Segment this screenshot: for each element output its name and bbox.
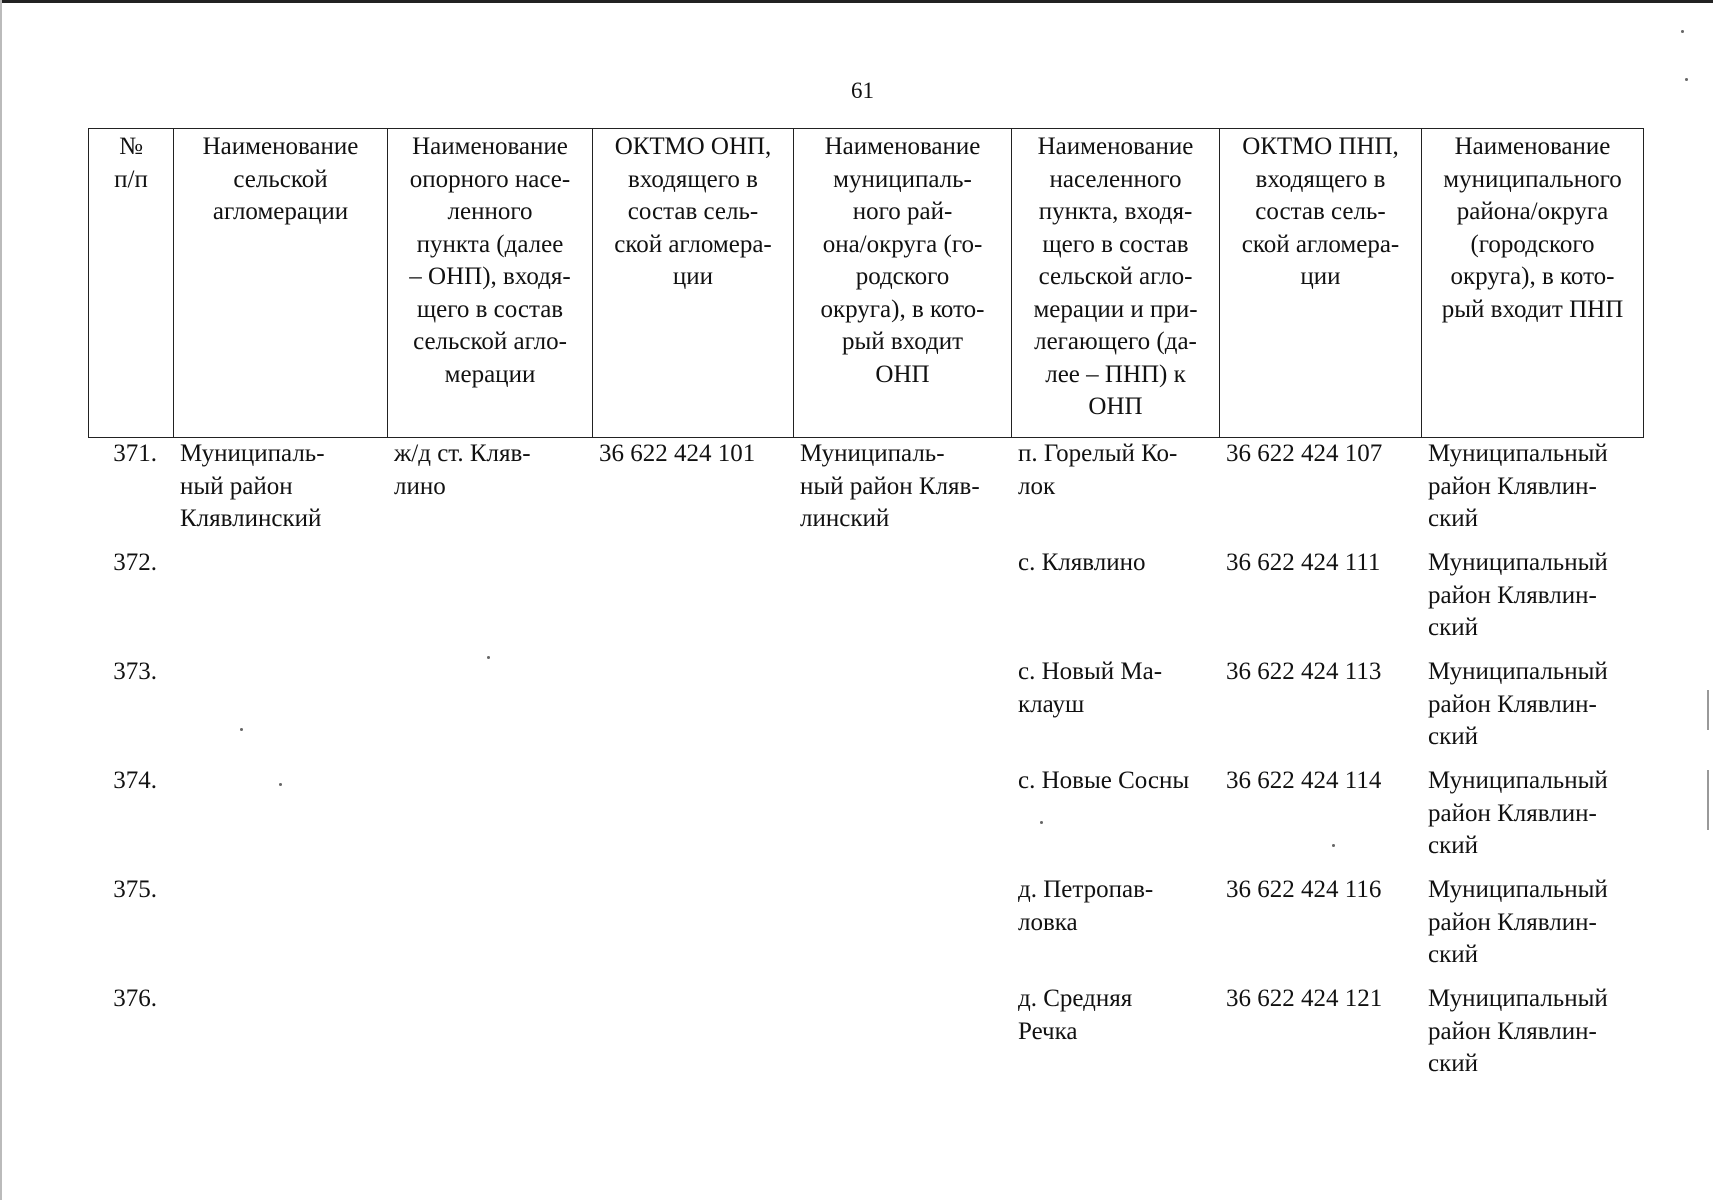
- onp-oktmo: [592, 765, 793, 874]
- pnp-name: с. Новые Сосны: [1018, 767, 1190, 794]
- agglomeration-name: [173, 765, 387, 874]
- onp-oktmo: 36 622 424 101: [599, 440, 756, 467]
- table-row: [88, 983, 1644, 1092]
- header-onp: Наименование опорного насе- ленного пункта (далее – ОНП), входя- щего в состав сельской агло- мерации: [388, 129, 593, 437]
- pnp-name: с. Клявлино: [1018, 549, 1146, 576]
- pnp-oktmo: 36 622 424 107: [1226, 440, 1383, 467]
- header-pnp-oktmo: ОКТМО ПНП, входящего в состав сель- ской агломера- ции: [1220, 129, 1422, 437]
- pnp-oktmo: 36 622 424 111: [1226, 549, 1381, 576]
- onp-name: ж/д ст. Кляв- лино: [394, 440, 531, 500]
- agglomeration-name: [173, 547, 387, 656]
- scan-top-border: [0, 0, 1713, 3]
- scan-left-edge: [0, 0, 2, 1200]
- agglomeration-name: [173, 983, 387, 1092]
- scan-edge-mark: [1707, 770, 1709, 830]
- onp-district: [793, 765, 1011, 874]
- onp-district: [793, 547, 1011, 656]
- pnp-name: п. Горелый Ко- лок: [1018, 440, 1178, 500]
- header-onp-oktmo: ОКТМО ОНП, входящего в состав сель- ской агломера- ции: [593, 129, 794, 437]
- scan-speck: [1040, 821, 1043, 824]
- agglomeration-name: [173, 656, 387, 765]
- table-row: [88, 874, 1644, 983]
- pnp-oktmo: 36 622 424 114: [1226, 767, 1382, 794]
- agglomeration-table: [88, 128, 1644, 1092]
- onp-district: [793, 983, 1011, 1092]
- onp-name: [387, 656, 592, 765]
- pnp-name: д. Петропав- ловка: [1018, 876, 1154, 936]
- table-row: [88, 656, 1644, 765]
- onp-oktmo: [592, 983, 793, 1092]
- header-agglomeration: Наименование сельской агломерации: [174, 129, 388, 437]
- header-number: № п/п: [89, 129, 174, 437]
- onp-oktmo: [592, 656, 793, 765]
- scan-edge-mark: [1707, 690, 1709, 730]
- onp-name: [387, 547, 592, 656]
- pnp-oktmo: 36 622 424 113: [1226, 658, 1382, 685]
- row-number: 371.: [113, 440, 157, 467]
- row-number: 375.: [113, 876, 157, 903]
- table-row: [88, 438, 1644, 547]
- table-row: [88, 765, 1644, 874]
- pnp-oktmo: 36 622 424 116: [1226, 876, 1382, 903]
- pnp-oktmo: 36 622 424 121: [1226, 985, 1383, 1012]
- onp-name: [387, 874, 592, 983]
- pnp-district: Муниципальный район Клявлин- ский: [1428, 985, 1608, 1077]
- onp-name: [387, 983, 592, 1092]
- row-number: 372.: [113, 549, 157, 576]
- onp-district: [793, 874, 1011, 983]
- row-number: 374.: [113, 767, 157, 794]
- pnp-district: Муниципальный район Клявлин- ский: [1428, 658, 1608, 750]
- pnp-name: д. Средняя Речка: [1018, 985, 1133, 1045]
- scan-speck: [240, 728, 243, 731]
- pnp-district: Муниципальный район Клявлин- ский: [1428, 767, 1608, 859]
- scan-speck: [1681, 30, 1684, 33]
- onp-name: [387, 765, 592, 874]
- onp-oktmo: [592, 874, 793, 983]
- agglomeration-name: [173, 874, 387, 983]
- pnp-district: Муниципальный район Клявлин- ский: [1428, 549, 1608, 641]
- pnp-district: Муниципальный район Клявлин- ский: [1428, 440, 1608, 532]
- agglomeration-name: Муниципаль- ный район Клявлинский: [180, 440, 325, 532]
- onp-district: Муниципаль- ный район Кляв- линский: [800, 440, 980, 532]
- pnp-district: Муниципальный район Клявлин- ский: [1428, 876, 1608, 968]
- header-onp-district: Наименование муниципаль- ного рай- она/округа (го- родского округа), в кото- рый входит ОНП: [794, 129, 1012, 437]
- page-number: 61: [851, 78, 874, 103]
- scan-speck: [279, 783, 282, 786]
- header-pnp-district: Наименование муниципального района/округа (городского округа), в кото- рый входит ПНП: [1441, 133, 1624, 323]
- table-row: [88, 547, 1644, 656]
- scan-speck: [1685, 78, 1688, 81]
- onp-district: [793, 656, 1011, 765]
- pnp-name: с. Новый Ма- клауш: [1018, 658, 1163, 718]
- onp-oktmo: [592, 547, 793, 656]
- row-number: 376.: [113, 985, 157, 1012]
- row-number: 373.: [113, 658, 157, 685]
- scan-speck: [487, 656, 490, 659]
- table-header: [88, 128, 1644, 438]
- scan-speck: [1332, 844, 1335, 847]
- header-pnp: Наименование населенного пункта, входя- щего в состав сельской агло- мерации и при- легающего (да- лее – ПНП) к ОНП: [1012, 129, 1220, 437]
